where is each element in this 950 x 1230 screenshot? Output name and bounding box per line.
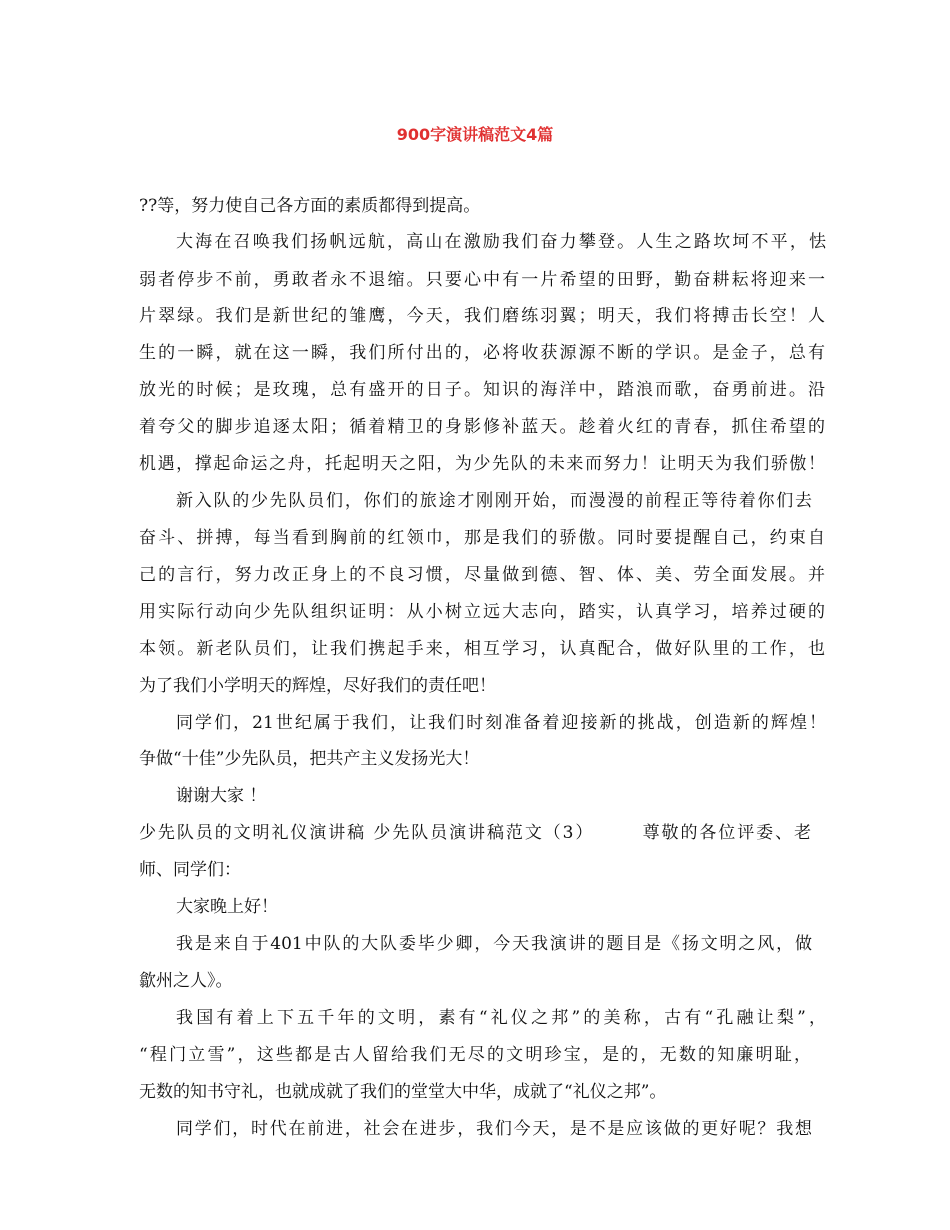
text-line: 无数的知书守礼，也就成就了我们的堂堂大中华，成就了“礼仪之邦”。 — [139, 1082, 667, 1102]
text-line: 本领。新老队员们，让我们携起手来，相互学习，认真配合，做好队里的工作，也 — [139, 639, 825, 659]
text-line: 为了我们小学明天的辉煌，尽好我们的责任吧！ — [139, 676, 496, 696]
text-line: 我国有着上下五千年的文明，素有“礼仪之邦”的美称，古有“孔融让梨”， — [176, 1008, 826, 1028]
text-line: ??等，努力使自己各方面的素质都得到提高。 — [139, 196, 481, 216]
text-line: 弱者停步不前，勇敢者永不退缩。只要心中有一片希望的田野，勤奋耕耘将迎来一 — [139, 270, 825, 290]
text-line: 片翠绿。我们是新世纪的雏鹰，今天，我们磨练羽翼；明天，我们将搏击长空！人 — [139, 306, 825, 326]
text-line: 大家晚上好！ — [176, 897, 278, 917]
text-line: 己的言行，努力改正身上的不良习惯，尽量做到德、智、体、美、劳全面发展。并 — [139, 565, 825, 585]
text-line: 机遇，撑起命运之舟，托起明天之阳，为少先队的未来而努力！让明天为我们骄傲！ — [139, 454, 825, 474]
text-line: 用实际行动向少先队组织证明：从小树立远大志向，踏实，认真学习，培养过硬的 — [139, 602, 825, 622]
text-line: 谢谢大家 ！ — [176, 786, 267, 806]
text-line: 少先队员的文明礼仪演讲稿 少先队员演讲稿范文（3） 尊敬的各位评委、老 — [139, 823, 811, 843]
text-line: 奋斗、拼搏，每当看到胸前的红领巾，那是我们的骄傲。同时要提醒自己，约束自 — [139, 528, 825, 548]
text-line: 着夸父的脚步追逐太阳；循着精卫的身影修补蓝天。趁着火红的青春，抓住希望的 — [139, 417, 825, 437]
text-line: 大海在召唤我们扬帆远航，高山在激励我们奋力攀登。人生之路坎坷不平，怯 — [176, 232, 826, 252]
text-line: “程门立雪”，这些都是古人留给我们无尽的文明珍宝，是的，无数的知廉明耻， — [139, 1045, 811, 1065]
text-line: 争做“十佳”少先队员，把共产主义发扬光大！ — [139, 749, 480, 769]
text-line: 新入队的少先队员们，你们的旅途才刚刚开始，而漫漫的前程正等待着你们去 — [176, 491, 812, 511]
text-line: 放光的时候；是玫瑰，总有盛开的日子。知识的海洋中，踏浪而歌，奋勇前进。沿 — [139, 380, 825, 400]
text-line: 我是来自于401中队的大队委毕少卿，今天我演讲的题目是《扬文明之风，做 — [176, 934, 812, 954]
page-title: 900字演讲稿范文4篇 — [396, 125, 554, 144]
text-line: 同学们，时代在前进，社会在进步，我们今天，是不是应该做的更好呢？我想 — [176, 1119, 812, 1139]
text-line: 同学们，21世纪属于我们，让我们时刻准备着迎接新的挑战，创造新的辉煌！ — [176, 713, 826, 733]
text-line: 生的一瞬，就在这一瞬，我们所付出的，必将收获源源不断的学识。是金子，总有 — [139, 343, 825, 363]
text-line: 师、同学们： — [139, 860, 241, 880]
text-line: 歙州之人》。 — [139, 971, 233, 991]
